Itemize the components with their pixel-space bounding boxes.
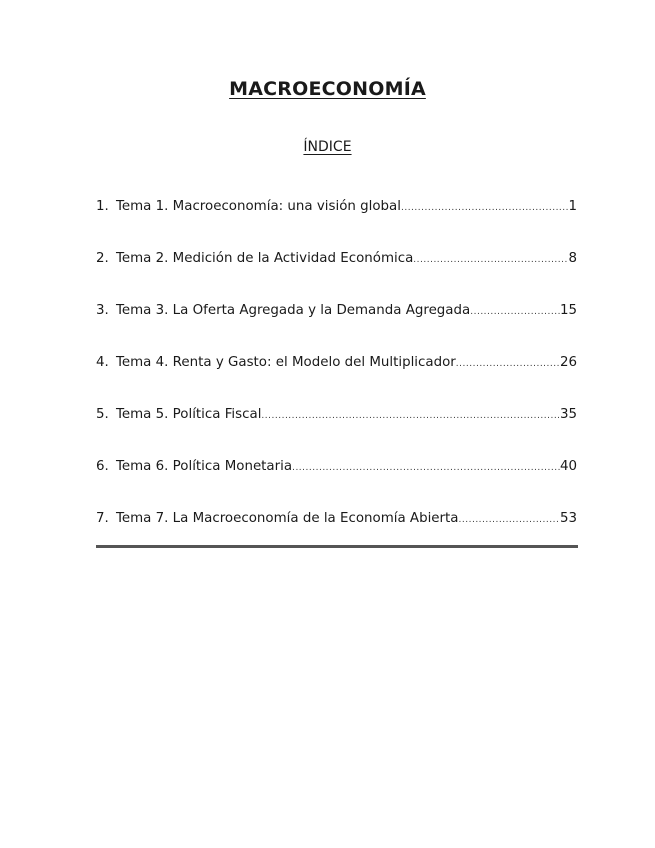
toc-entry	[96, 405, 577, 457]
toc-dot-leader	[292, 458, 560, 478]
toc-entry	[96, 301, 577, 353]
toc-dot-leader	[261, 406, 560, 426]
toc-entry-number: 1.	[96, 199, 109, 214]
toc-entry-title: Tema 4. Renta y Gasto: el Modelo del Multiplicador	[116, 355, 456, 370]
toc-entry-page: 1	[568, 199, 577, 214]
document-title: MACROECONOMÍA	[229, 78, 426, 100]
toc-entry-page: 40	[559, 459, 577, 474]
toc-dot-leader	[456, 354, 560, 374]
toc-entry-number: 5.	[96, 407, 109, 422]
toc-entry-title: Tema 6. Política Monetaria	[116, 459, 293, 474]
toc-entry-page: 8	[568, 251, 577, 266]
toc-entry	[96, 353, 577, 405]
toc-entry-number: 6.	[96, 459, 109, 474]
toc-entry-title: Tema 1. Macroeconomía: una visión global	[116, 199, 401, 214]
toc-entry	[96, 249, 577, 301]
toc-entry	[96, 457, 577, 509]
table-of-contents	[96, 197, 577, 561]
toc-entry-page: 15	[559, 303, 577, 318]
toc-entry-title: Tema 3. La Oferta Agregada y la Demanda Agregada	[116, 303, 471, 318]
toc-entry-title: Tema 5. Política Fiscal	[116, 407, 262, 422]
horizontal-rule	[96, 545, 578, 548]
toc-dot-leader	[459, 510, 560, 530]
toc-entry	[96, 197, 577, 249]
toc-entry	[96, 509, 577, 561]
toc-dot-leader	[401, 198, 569, 218]
index-heading: ÍNDICE	[303, 139, 352, 155]
toc-entry-page: 35	[559, 407, 577, 422]
toc-entry-title: Tema 2. Medición de la Actividad Económica	[116, 251, 414, 266]
toc-entry-page: 53	[559, 511, 577, 526]
toc-entry-title: Tema 7. La Macroeconomía de la Economía Abierta	[116, 511, 459, 526]
toc-dot-leader	[470, 302, 560, 322]
toc-dot-leader	[413, 250, 568, 270]
toc-entry-number: 7.	[96, 511, 109, 526]
toc-entry-number: 4.	[96, 355, 109, 370]
toc-entry-number: 2.	[96, 251, 109, 266]
toc-entry-page: 26	[559, 355, 577, 370]
toc-entry-number: 3.	[96, 303, 109, 318]
